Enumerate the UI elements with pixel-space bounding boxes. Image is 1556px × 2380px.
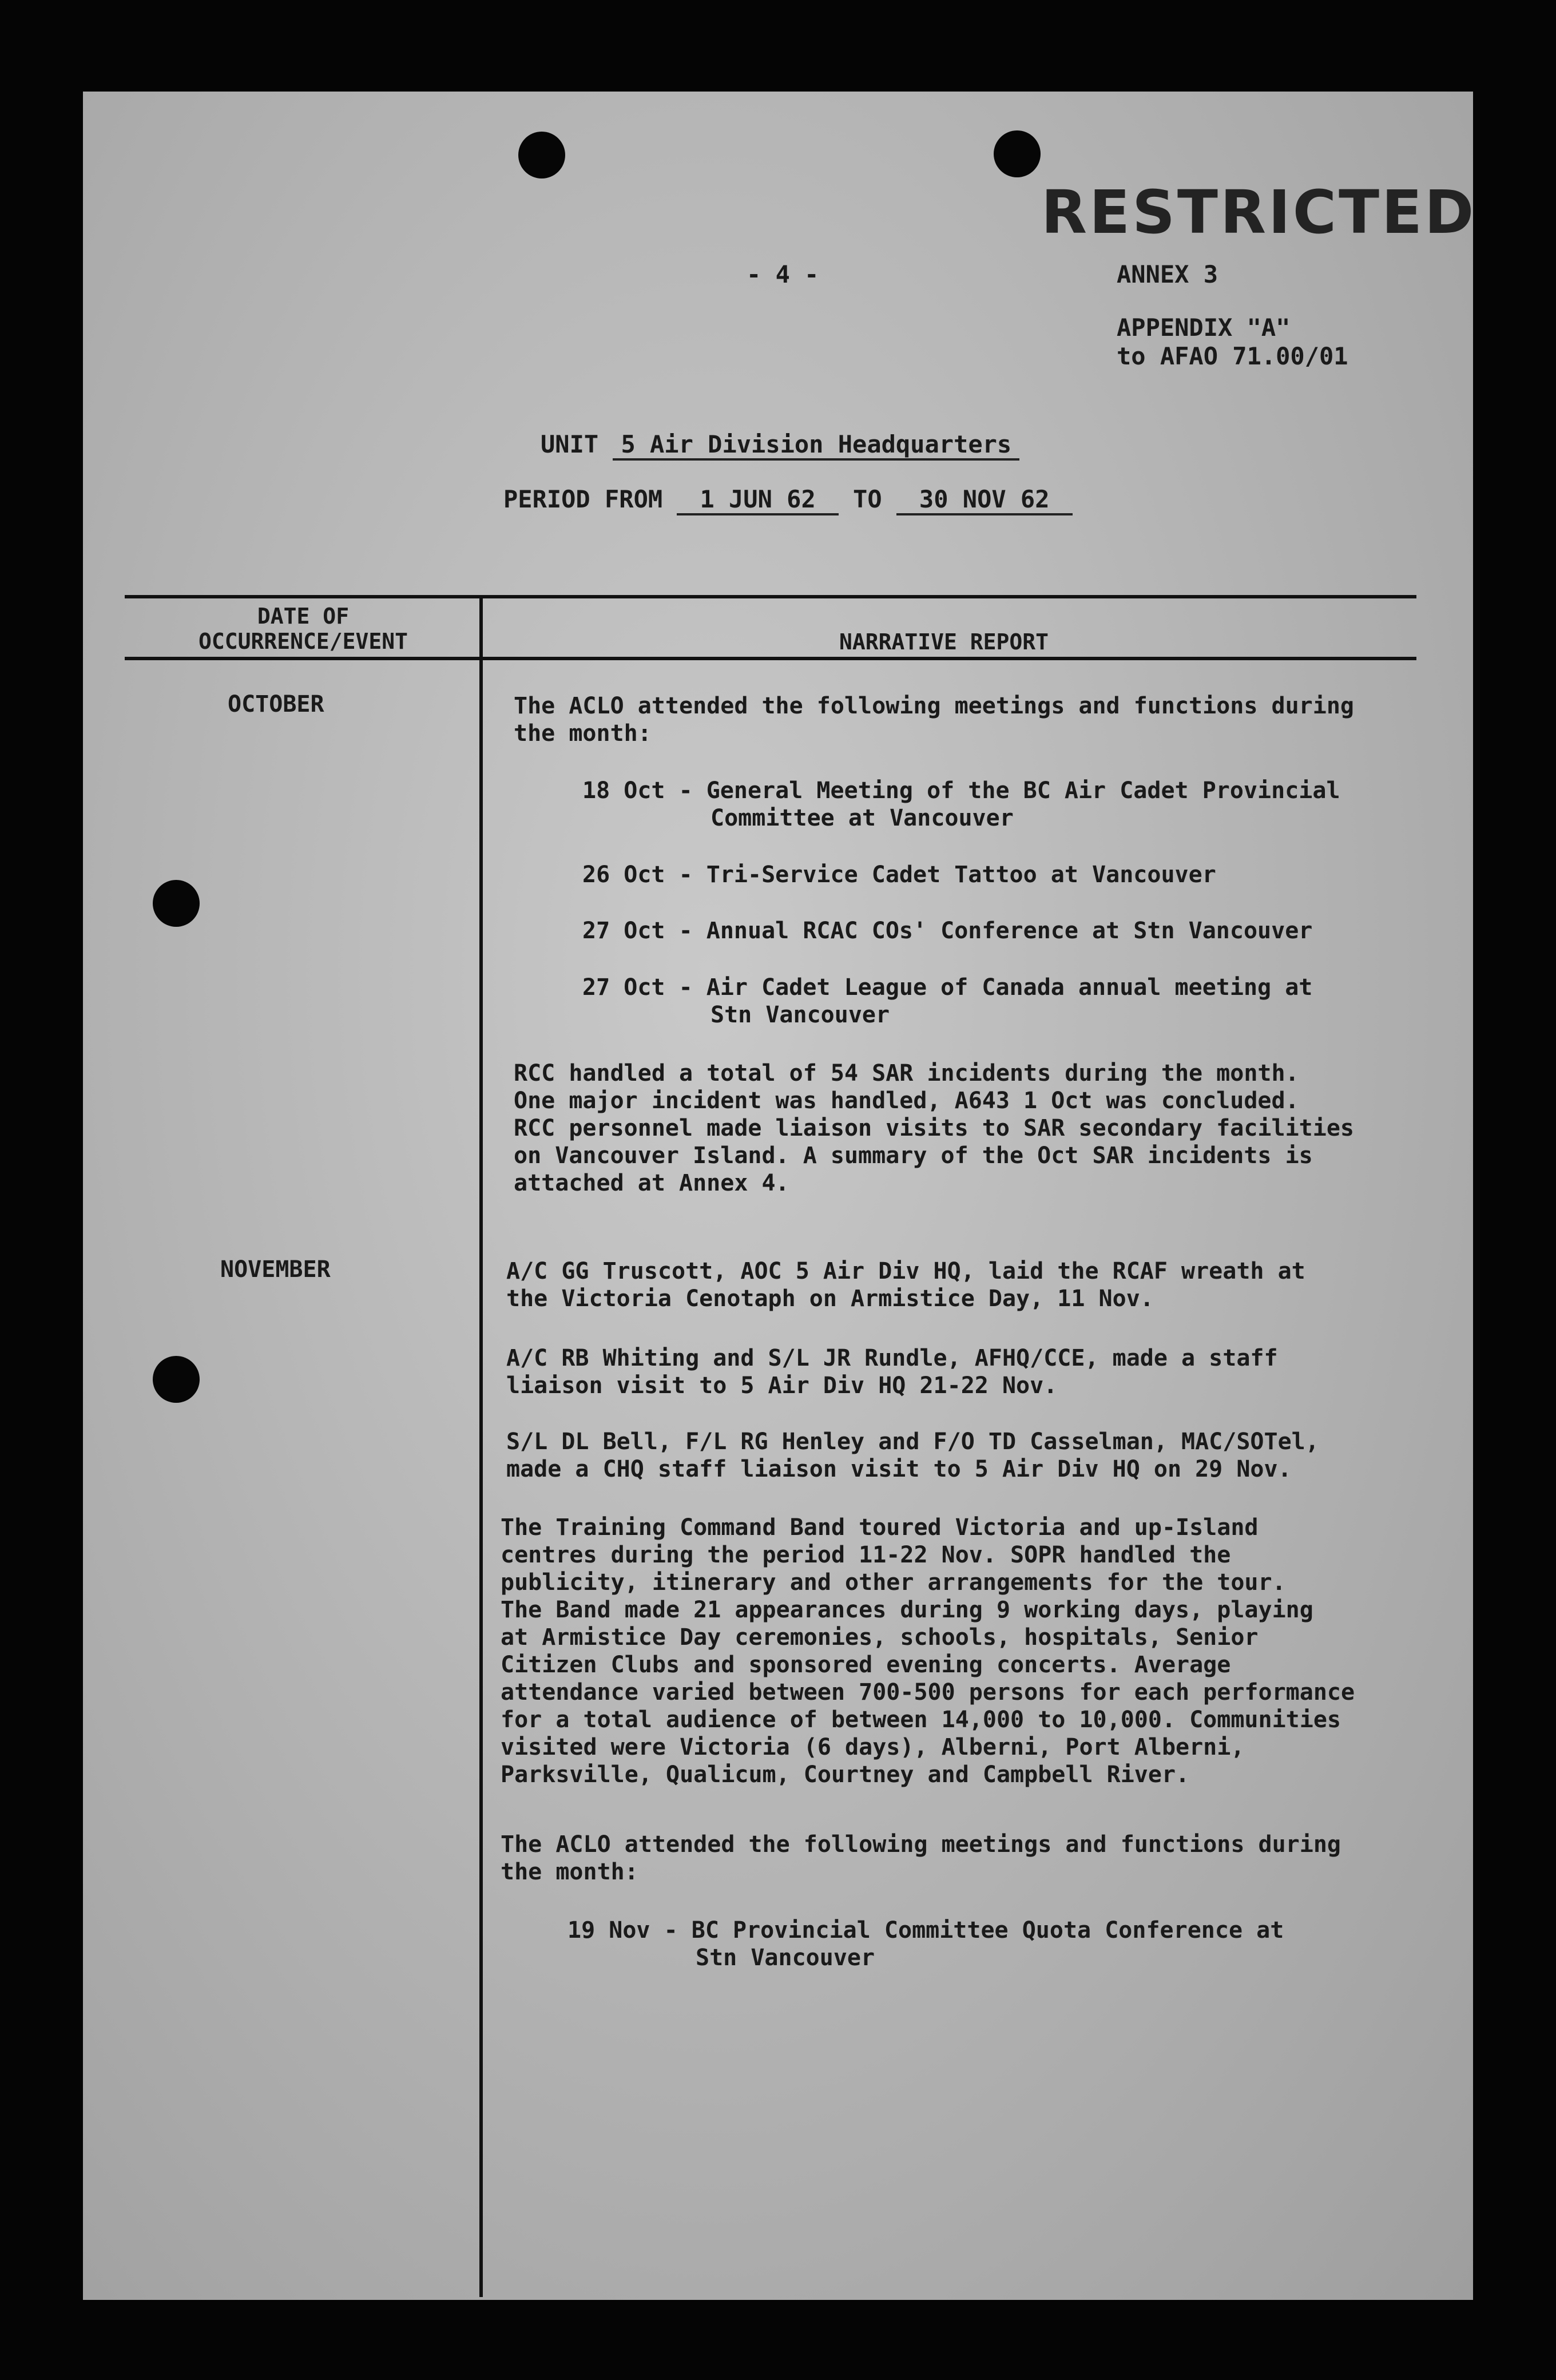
rcc-paragraph: RCC handled a total of 54 SAR incidents during the month. One major incident was handled, A643 1 Oct was concluded. RCC personnel made liaison visits to SAR secondary facilities on Vancouver Island. A summary of the Oct SAR incidents is attached at Annex 4.: [514, 1060, 1355, 1196]
october-item: 27 Oct - Air Cadet League of Canada annual meeting at: [582, 974, 1313, 1001]
period-from-label: PERIOD FROM: [503, 485, 663, 513]
unit-value: 5 Air Division Headquarters: [613, 430, 1019, 461]
punch-hole: [994, 130, 1041, 177]
table-top-rule: [125, 595, 1416, 598]
appendix-label: APPENDIX "A": [1117, 314, 1291, 342]
october-item: 18 Oct - General Meeting of the BC Air Cadet Provincial: [582, 778, 1340, 804]
november-paragraph: A/C RB Whiting and S/L JR Rundle, AFHQ/CCE, made a staff liaison visit to 5 Air Div HQ 21-22 Nov.: [506, 1345, 1278, 1399]
november-item: 19 Nov - BC Provincial Committee Quota Conference at: [567, 1917, 1284, 1943]
punch-hole: [153, 880, 200, 927]
november-paragraph: A/C GG Truscott, AOC 5 Air Div HQ, laid the RCAF wreath at the Victoria Cenotaph on Armistice Day, 11 Nov.: [506, 1258, 1305, 1312]
restricted-stamp: RESTRICTED: [1041, 177, 1476, 247]
annex-label: ANNEX 3: [1117, 260, 1218, 288]
october-item: 26 Oct - Tri-Service Cadet Tattoo at Vancouver: [582, 862, 1216, 888]
col-header-date: DATE OF OCCURRENCE/EVENT: [198, 604, 408, 654]
period-to-label: TO: [853, 485, 882, 513]
period-from-value: 1 JUN 62: [677, 485, 838, 515]
november-aclo-paragraph: The ACLO attended the following meetings and functions during the month:: [501, 1831, 1341, 1885]
october-item: 27 Oct - Annual RCAC COs' Conference at Stn Vancouver: [582, 918, 1313, 944]
table-header-rule: [125, 657, 1416, 660]
col-header-narrative: NARRATIVE REPORT: [839, 629, 1049, 654]
period-line: [503, 485, 1073, 513]
november-paragraph: S/L DL Bell, F/L RG Henley and F/O TD Casselman, MAC/SOTel, made a CHQ staff liaison visit to 5 Air Div HQ on 29 Nov.: [506, 1429, 1319, 1482]
table-column-divider: [479, 595, 483, 2297]
unit-line: [541, 430, 1019, 458]
october-item-cont: Committee at Vancouver: [710, 805, 1014, 831]
october-intro: The ACLO attended the following meetings and functions during the month:: [514, 693, 1355, 747]
october-item-cont: Stn Vancouver: [710, 1002, 890, 1028]
band-tour-paragraph: The Training Command Band toured Victoria and up-Island centres during the period 11-22 Nov. SOPR handled the publicity, itinerary and other arrangements for the tour. The Band made 21 appearances during 9 working days, playing at Armistice Day ceremonies, schools, hospitals, Senior Citizen Clubs and sponsored evening concerts. Average attendance varied between 700-500 persons for each performance for a total audience of between 14,000 to 10,000. Communities visited were Victoria (6 days), Alberni, Port Alberni, Parksville, Qualicum, Courtney and Campbell River.: [501, 1514, 1355, 1788]
page-number: - 4 -: [747, 260, 819, 288]
punch-hole: [153, 1356, 200, 1403]
appendix-reference: to AFAO 71.00/01: [1117, 342, 1348, 370]
punch-hole: [518, 132, 565, 178]
unit-label: UNIT: [541, 430, 599, 458]
october-label: OCTOBER: [228, 691, 324, 717]
november-item-cont: Stn Vancouver: [696, 1945, 875, 1971]
november-label: NOVEMBER: [220, 1256, 331, 1283]
period-to-value: 30 NOV 62: [896, 485, 1073, 515]
